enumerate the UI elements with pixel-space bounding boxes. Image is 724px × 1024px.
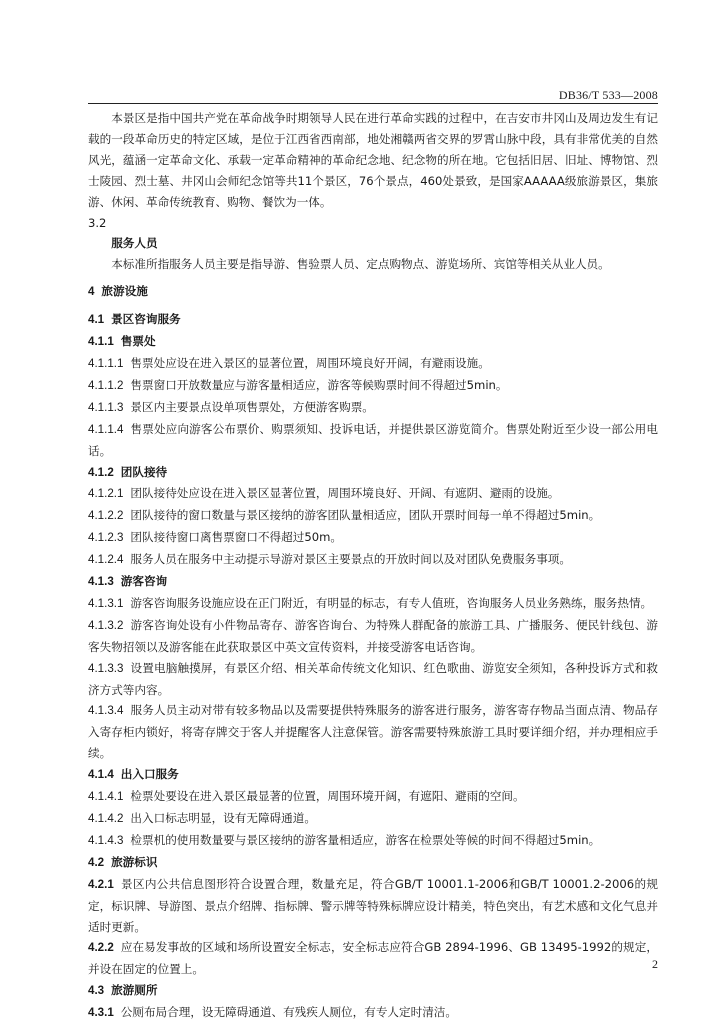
clause-number: 4.1.3.3 <box>88 661 124 675</box>
intro-paragraph: 本景区是指中国共产党在革命战争时期领导人民在进行革命实践的过程中，在吉安市井冈山及周边发生有记载的一段革命历史的特定区域，是位于江西省西南部，地处湘赣两省交界的罗霄山脉中段，具有非常优美的自然风光，蕴涵一定革命文化、承载一定革命精神的革命纪念地、纪念物的所在地。它包括旧居、旧址、博物馆、烈士陵园、烈士墓、井冈山会师纪念馆等共11个景区，76个景点，460处景致，是国家AAAAA级旅游景区，集旅游、休闲、革命传统教育、购物、餐饮为一体。 <box>88 111 658 209</box>
section-number: 4.1.4 <box>88 768 114 782</box>
clause-number: 4.1.2.4 <box>88 553 124 567</box>
section-heading <box>88 331 658 353</box>
clause <box>88 658 658 701</box>
clause <box>88 700 658 764</box>
clause <box>88 1002 658 1024</box>
section-number: 4.2 <box>88 855 105 869</box>
clause <box>88 505 658 527</box>
clause-number: 4.1.1.3 <box>88 400 124 414</box>
clause-text: 团队接待的窗口数量与景区接纳的游客团队量相适应，团队开票时间每一单不得超过5min。 <box>130 508 601 523</box>
clause-number: 4.1.4.2 <box>88 812 124 825</box>
clause <box>88 937 658 980</box>
clause-number: 4.1.4.3 <box>88 833 124 847</box>
clause <box>88 375 658 397</box>
clause <box>88 593 658 615</box>
section-title: 服务人员 <box>111 236 158 251</box>
clause-text: 景区内公共信息图形符合设置合理，数量充足，符合GB/T 10001.1-2006和GB/T 10001.2-2006的规定，标识牌、导游图、景点介绍牌、指标牌、警示牌等特殊标牌应设计精美，特色突出，有艺术感和文化气息并适时更新。 <box>88 876 658 934</box>
clause-text: 售票处应设在进入景区的显著位置，周围环境良好开阔，有避雨设施。 <box>130 355 490 370</box>
clause-number: 4.1.3.2 <box>88 618 124 632</box>
clause-number: 4.1.1.1 <box>88 356 124 370</box>
section-title: 旅游标识 <box>111 854 158 869</box>
section-heading <box>88 309 658 331</box>
clause <box>88 483 658 505</box>
section-title: 游客咨询 <box>120 574 168 589</box>
header-rule <box>88 103 658 104</box>
section-title: 旅游设施 <box>101 284 148 299</box>
section-number: 3.2 <box>88 215 107 230</box>
clause-number: 4.1.2.2 <box>88 509 124 523</box>
section-title: 景区咨询服务 <box>111 312 181 327</box>
clause <box>88 830 658 852</box>
clause <box>88 397 658 419</box>
section-title: 旅游厕所 <box>111 983 158 998</box>
paragraph: 本标准所指服务人员主要是指导游、售验票人员、定点购物点、游览场所、宾馆等相关从业人员。 <box>111 257 610 272</box>
clause-number: 4.2.1 <box>88 877 114 891</box>
clause-text: 出入口标志明显，设有无障碍通道。 <box>130 811 316 825</box>
clause-number: 4.2.2 <box>88 941 114 955</box>
clause-text: 服务人员主动对带有较多物品以及需要提供特殊服务的游客进行服务，游客寄存物品当面点清、物品存入寄存柜内锁好，将寄存牌交于客人并提醒客人注意保管。游客需要特殊旅游工具时要详细介绍，并办理相应手续。 <box>88 703 658 761</box>
section-number: 4.3 <box>88 984 105 998</box>
clause-text: 设置电脑触摸屏，有景区介绍、相关革命传统文化知识、红色歌曲、游览安全须知，各种投诉方式和救济方式等内容。 <box>88 660 658 697</box>
section-heading <box>88 462 658 484</box>
clause-text: 团队接待处应设在进入景区显著位置，周围环境良好、开阔、有遮阴、避雨的设施。 <box>130 486 560 501</box>
clause <box>88 353 658 375</box>
clause-text: 景区内主要景点设单项售票处，方便游客购票。 <box>130 399 374 414</box>
clause-number: 4.1.3.1 <box>88 596 124 610</box>
clause-text: 应在易发事故的区域和场所设置安全标志，安全标志应符合GB 2894-1996、GB 13495-1992的规定，并设在固定的位置上。 <box>88 940 658 977</box>
clause-number: 4.1.1.2 <box>88 378 124 392</box>
section-heading <box>88 852 658 874</box>
section-number: 4 <box>88 285 95 299</box>
section-number: 4.1.3 <box>88 575 114 589</box>
section-number: 4.1.2 <box>88 465 114 479</box>
clause-text: 售票窗口开放数量应与游客量相适应，游客等候购票时间不得超过5min。 <box>130 377 508 392</box>
clause-text: 售票处应向游客公布票价、购票须知、投诉电话，并提供景区游览简介。售票处附近至少设一部公用电话。 <box>88 421 658 458</box>
clause-number: 4.1.4.1 <box>88 790 124 804</box>
section-number: 4.1.1 <box>88 335 114 349</box>
clause-number: 4.3.1 <box>88 1006 114 1020</box>
section-heading <box>88 980 658 1002</box>
clause-number: 4.1.2.3 <box>88 531 124 545</box>
section-heading <box>88 571 658 593</box>
clause-text: 公厕布局合理，设无障碍通道、有残疾人厕位，有专人定时清洁。 <box>120 1005 457 1020</box>
clause <box>88 419 658 462</box>
standard-code: DB36/T 533—2008 <box>558 88 658 102</box>
clause-text: 检票机的使用数量要与景区接纳的游客量相适应，游客在检票处等候的时间不得超过5min。 <box>130 832 601 847</box>
section-title: 团队接待 <box>120 464 168 479</box>
clause <box>88 808 658 830</box>
section-heading <box>88 764 658 786</box>
page-number: 2 <box>652 957 658 971</box>
clause-text: 服务人员在服务中主动提示导游对景区主要景点的开放时间以及对团队免费服务事项。 <box>130 552 571 567</box>
document-body <box>88 108 658 1024</box>
section-number: 4.1 <box>88 313 105 327</box>
clause-number: 4.1.1.4 <box>88 422 124 436</box>
section-title: 出入口服务 <box>120 767 179 782</box>
clause-text: 游客咨询服务设施应设在正门附近，有明显的标志，有专人值班，咨询服务人员业务熟练，服务热情。 <box>130 595 653 610</box>
clause <box>88 874 658 938</box>
clause-text: 游客咨询处设有小件物品寄存、游客咨询台、为特殊人群配备的旅游工具、广播服务、便民针线包、游客失物招领以及游客能在此获取景区中英文宣传资料，并接受游客电话咨询。 <box>88 617 658 654</box>
clause-text: 团队接待窗口离售票窗口不得超过50m。 <box>130 530 342 545</box>
clause <box>88 786 658 808</box>
section-title: 售票处 <box>120 334 156 349</box>
clause <box>88 527 658 549</box>
section-heading <box>88 281 658 303</box>
clause <box>88 549 658 571</box>
clause-text: 检票处要设在进入景区最显著的位置，周围环境开阔，有遮阳、避雨的空间。 <box>130 789 525 804</box>
clause <box>88 615 658 658</box>
clause-number: 4.1.3.4 <box>88 704 124 718</box>
clause-number: 4.1.2.1 <box>88 487 124 501</box>
